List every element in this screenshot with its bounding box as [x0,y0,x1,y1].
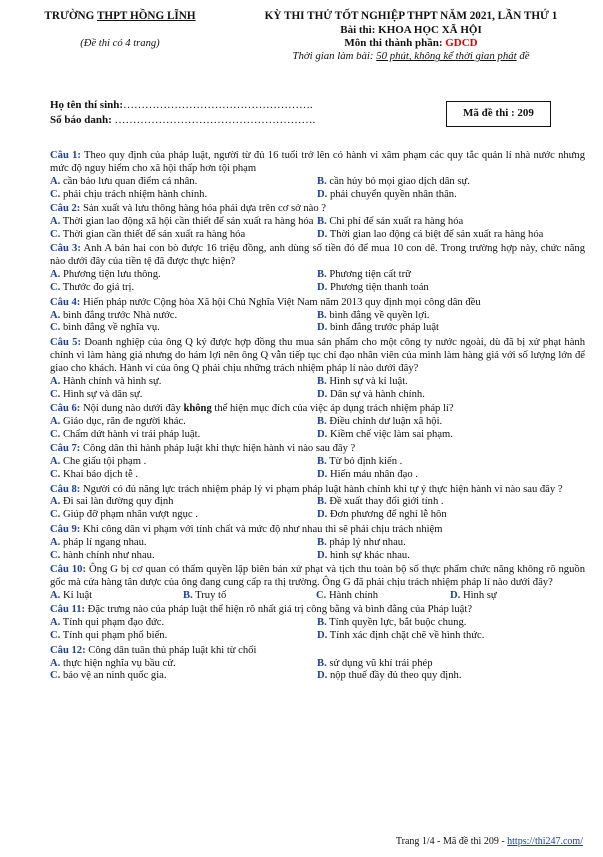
answer-option-a [50,310,317,323]
answer-option-d [317,469,585,482]
exam-header [226,10,596,64]
option-text: Hình sự [460,589,497,601]
answer-options [50,658,585,684]
option-letter: D. [317,630,328,642]
option-text: Truy tố [192,589,227,601]
option-text: bình đẳng trước Nhà nước. [60,309,178,321]
option-letter: B. [317,456,327,468]
option-letter: D. [317,428,328,440]
page-count-note: (Đề thi có 4 trang) [80,37,160,49]
question-text: Câu 3: Anh A bán hai con bò được 16 triệu đồng, anh dùng số tiền đó để mua 10 con dê. Trong trường hợp này, chức năng nào dưới đây của tiền tệ đã được thực hiện? [50,243,585,268]
answer-option-c [50,630,317,643]
answer-option-d [317,630,585,643]
answer-option-c [50,282,317,295]
option-text: hình sự khác nhau. [327,549,410,561]
answer-option-a [50,590,183,603]
answer-options [50,376,585,402]
question-12 [50,645,585,684]
question-number: Câu 7: [50,443,81,455]
answer-option-c [50,322,317,335]
answer-options [50,617,585,643]
option-text: Đề xuất thay đổi giới tính . [326,496,444,508]
question-text: Câu 8: Người có đủ năng lực trách nhiệm pháp lý vi phạm pháp luật hành chính khi tự ý thực hiện hành vi nào sau đây ? [50,483,563,495]
option-letter: B. [317,309,327,321]
option-text: Thời gian lao động cá biệt để sản xuất ra hàng hóa [327,229,544,241]
option-letter: C. [316,589,327,601]
option-text: Từ bỏ định kiến . [326,456,403,468]
option-letter: B. [317,536,327,548]
question-8 [50,484,585,523]
question-7 [50,443,585,482]
answer-option-d [317,229,585,242]
answer-option-c [316,590,450,603]
option-text: bình đẳng về nghĩa vụ. [60,322,160,334]
option-text: Phương tiện thanh toán [327,282,429,294]
component-subject: Môn thi thành phần: GDCD [344,37,478,50]
answer-options [50,537,585,563]
option-text: Thước đo giá trị. [60,282,135,294]
option-letter: C. [50,469,61,481]
option-letter: A. [50,589,61,601]
option-letter: D. [317,229,328,241]
question-text: Câu 7: Công dân thi hành pháp luật khi thực hiện hành vi nào sau đây ? [50,443,356,455]
question-number: Câu 8: [50,483,81,495]
option-letter: A. [50,456,61,468]
option-letter: B. [317,617,327,629]
option-letter: A. [50,269,61,281]
candidate-id-row: Số báo danh: ………………………………………………. [50,114,316,126]
option-letter: D. [317,188,328,200]
option-text: Tính qui phạm phổ biến. [60,630,168,642]
option-letter: C. [50,188,61,200]
answer-option-a [50,176,317,189]
question-text: Câu 4: Hiến pháp nước Cộng hòa Xã hội Chủ Nghĩa Việt Nam năm 2013 quy định mọi công dân đều [50,296,481,308]
option-letter: C. [50,282,61,294]
option-letter: D. [317,509,328,521]
option-letter: A. [50,309,61,321]
question-number: Câu 1: [50,150,81,161]
answer-option-d [317,670,585,683]
answer-option-b [317,216,585,229]
option-letter: B. [317,175,327,187]
question-5 [50,337,585,402]
question-6 [50,403,585,442]
answer-option-d [317,389,585,402]
school-header [20,10,220,51]
answer-option-d [450,590,585,603]
option-letter: A. [50,415,61,427]
option-text: thực hiện nghĩa vụ bầu cử. [60,657,176,669]
answer-option-b [317,376,585,389]
question-text: Câu 9: Khi công dân vi phạm với tính chất và mức độ như nhau thì sẽ phải chịu trách nhiệm [50,523,443,535]
answer-option-a [50,658,317,671]
question-3 [50,243,585,295]
option-letter: A. [50,617,61,629]
question-text: Câu 6: Nội dung nào dưới đây không thể hiện mục đích của việc áp dụng trách nhiệm pháp lí? [50,403,454,415]
option-text: Chấm dứt hành vi trái pháp luật. [60,428,201,440]
answer-options [50,176,585,202]
question-text: Câu 12: Công dân tuân thủ pháp luật khi từ chối [50,644,257,656]
answer-option-b [317,416,585,429]
option-text: sử dụng vũ khí trái phép [326,657,433,669]
answer-option-a [50,456,317,469]
question-text: Câu 10: Ông G bị cơ quan có thẩm quyền lập biên bản xử phạt và tịch thu toàn bộ số thực phẩm chức năng không rõ nguồn gốc mà cửa hàng tân dược của ông đang cung cấp ra thị trường. Ông G đã phải chịu trách nhiệm pháp lí nào dưới đây? [50,564,585,588]
option-letter: D. [317,322,328,334]
option-letter: C. [50,428,61,440]
option-letter: A. [50,175,61,187]
option-text: Tính xác định chặt chẽ về hình thức. [327,630,485,642]
answer-option-a [50,216,317,229]
question-number: Câu 5: [50,336,81,348]
option-text: Dân sự và hành chính. [327,388,425,400]
question-number: Câu 4: [50,296,81,308]
option-text: Tính qui phạm đạo đức. [60,617,165,629]
question-number: Câu 2: [50,203,81,215]
option-letter: B. [317,375,327,387]
answer-option-c [50,509,317,522]
option-letter: C. [50,509,61,521]
question-11 [50,604,585,643]
option-letter: A. [50,657,61,669]
option-text: bình đẳng trước pháp luật [327,322,439,334]
question-number: Câu 10: [50,564,86,576]
question-10 [50,564,585,603]
option-letter: D. [450,589,461,601]
option-letter: D. [317,549,328,561]
answer-options [50,310,585,336]
option-letter: B. [317,415,327,427]
option-text: Phương tiện lưu thông. [60,269,161,281]
question-text: Câu 1: Theo quy định của pháp luật, người từ đủ 16 tuổi trở lên có hành vi xâm phạm các quy tắc quản lí nhà nước nhưng mức độ nguy hiểm cho xã hội thấp hơn tội phạm [50,150,585,174]
option-text: Điều chỉnh dư luận xã hội. [326,415,443,427]
answer-option-a [50,376,317,389]
answer-options [50,416,585,442]
question-number: Câu 12: [50,644,86,656]
option-letter: D. [317,388,328,400]
option-letter: C. [50,549,61,561]
answer-option-c [50,389,317,402]
option-letter: A. [50,216,61,228]
answer-option-b [317,537,585,550]
answer-options [50,496,585,522]
option-text: bảo vệ an ninh quốc gia. [60,670,167,682]
answer-option-a [50,269,317,282]
option-text: hành chính như nhau. [60,549,155,561]
answer-option-a [50,416,317,429]
option-text: cần bảo lưu quan điểm cá nhân. [60,175,198,187]
option-text: Giáo dục, răn đe người khác. [60,415,186,427]
option-text: Kiềm chế việc làm sai phạm. [327,428,453,440]
option-text: Đơn phương để nghỉ lễ hôn [327,509,447,521]
answer-option-c [50,670,317,683]
option-letter: D. [317,469,328,481]
option-text: Chi phí để sản xuất ra hàng hóa [326,216,464,228]
option-text: Hành chính [326,589,379,601]
answer-option-b [317,176,585,189]
emphasis-word: không [183,403,212,415]
exam-code-box: Mã đề thi : 209 [446,101,551,127]
answer-option-c [50,189,317,202]
option-letter: D. [317,282,328,294]
candidate-name-row: Họ tên thí sinh:……………………………………………. [50,99,313,111]
answer-options [50,590,585,603]
question-4 [50,297,585,336]
answer-option-d [317,322,585,335]
answer-option-a [50,617,317,630]
option-letter: C. [50,630,61,642]
time-limit: Thời gian làm bài: 50 phút, không kể thời gian phát đề [292,50,530,63]
school-name: TRƯỜNG THPT HỒNG LĨNH [44,10,196,22]
option-text: Kỉ luật [60,589,93,601]
option-text: Tính quyền lực, bắt buộc chung. [326,617,467,629]
answer-option-a [50,496,317,509]
answer-option-b [317,496,585,509]
option-text: Thời gian cần thiết để sản xuất ra hàng hóa [60,229,246,241]
answer-option-d [317,509,585,522]
answer-options [50,269,585,295]
option-letter: B. [183,589,193,601]
answer-options [50,216,585,242]
answer-options [50,456,585,482]
option-letter: C. [50,229,61,241]
answer-option-b [183,590,316,603]
option-text: pháp lý như nhau. [326,536,406,548]
answer-option-c [50,429,317,442]
candidate-info [50,99,315,129]
answer-option-b [317,269,585,282]
answer-option-b [317,658,585,671]
option-text: Thời gian lao động xã hội cần thiết để sản xuất ra hàng hóa [60,216,314,228]
option-text: nộp thuế đầy đủ theo quy định. [327,670,462,682]
exam-title: KỲ THI THỬ TỐT NGHIỆP THPT NĂM 2021, LẦN THỨ 1 [264,10,558,22]
option-letter: C. [50,670,61,682]
option-letter: B. [317,657,327,669]
option-letter: A. [50,536,61,548]
answer-option-b [317,617,585,630]
answer-option-b [317,310,585,323]
answer-option-c [50,550,317,563]
option-text: Giúp đỡ phạm nhân vượt ngục . [60,509,198,521]
question-number: Câu 6: [50,403,81,415]
question-1 [50,150,585,202]
option-text: Đi sai làn đường quy định [60,496,174,508]
question-9 [50,524,585,563]
subject-line: Bài thi: KHOA HỌC XÃ HỘI [340,23,482,36]
question-text: Câu 5: Doanh nghiệp của ông Q ký được hợp đồng thu mua sản phẩm cho một công ty nước ngoài, dù đã bị xử phạt hành chính vì làm hàng giả nhưng do hám lợi nên ông Q vẫn tiếp tục chỉ đạo nhân viên của mình làm hàng giả với số lượng lớn để giao cho khách. Hành vi của ông Q phải chịu những trách nhiệm pháp lí nào dưới đây? [50,336,586,374]
question-text: Câu 11: Đặc trưng nào của pháp luật thể hiện rõ nhất giá trị công bằng và bình đẳng của Pháp luật? [50,604,473,616]
answer-option-d [317,282,585,295]
option-letter: D. [317,670,328,682]
option-text: Khai báo dịch tễ . [60,469,138,481]
option-letter: B. [317,216,327,228]
option-text: pháp lí ngang nhau. [60,536,147,548]
option-text: phải chịu trách nhiệm hành chính. [60,188,208,200]
option-letter: B. [317,496,327,508]
option-text: Hành chính và hình sự. [60,375,162,387]
option-text: cần hủy bỏ mọi giao dịch dân sự. [326,175,470,187]
answer-option-c [50,229,317,242]
answer-option-d [317,189,585,202]
option-text: Hình sự và kỉ luật. [326,375,408,387]
option-text: Hiến máu nhân đạo . [327,469,418,481]
page-footer: Trang 1/4 - Mã đề thi 209 - https://thi247.com/ [395,836,583,847]
option-text: Che giấu tội phạm . [60,456,147,468]
option-letter: A. [50,496,61,508]
question-number: Câu 9: [50,523,81,535]
option-text: bình đẳng về quyền lợi. [326,309,430,321]
answer-option-c [50,469,317,482]
answer-option-a [50,537,317,550]
option-text: Hình sự và dân sự. [60,388,143,400]
option-letter: C. [50,388,61,400]
option-text: Phương tiện cất trữ [326,269,411,281]
question-text: Câu 2: Sản xuất và lưu thông hàng hóa phải dựa trên cơ sở nào ? [50,203,326,215]
question-number: Câu 11: [50,604,86,616]
question-2 [50,203,585,242]
answer-option-d [317,550,585,563]
answer-option-b [317,456,585,469]
question-number: Câu 3: [50,243,81,255]
answer-option-d [317,429,585,442]
option-text: phải chuyển quyền nhân thân. [327,188,457,200]
option-letter: A. [50,375,61,387]
question-list [50,150,585,685]
footer-link[interactable]: https://thi247.com/ [507,836,583,847]
option-letter: B. [317,269,327,281]
option-letter: C. [50,322,61,334]
